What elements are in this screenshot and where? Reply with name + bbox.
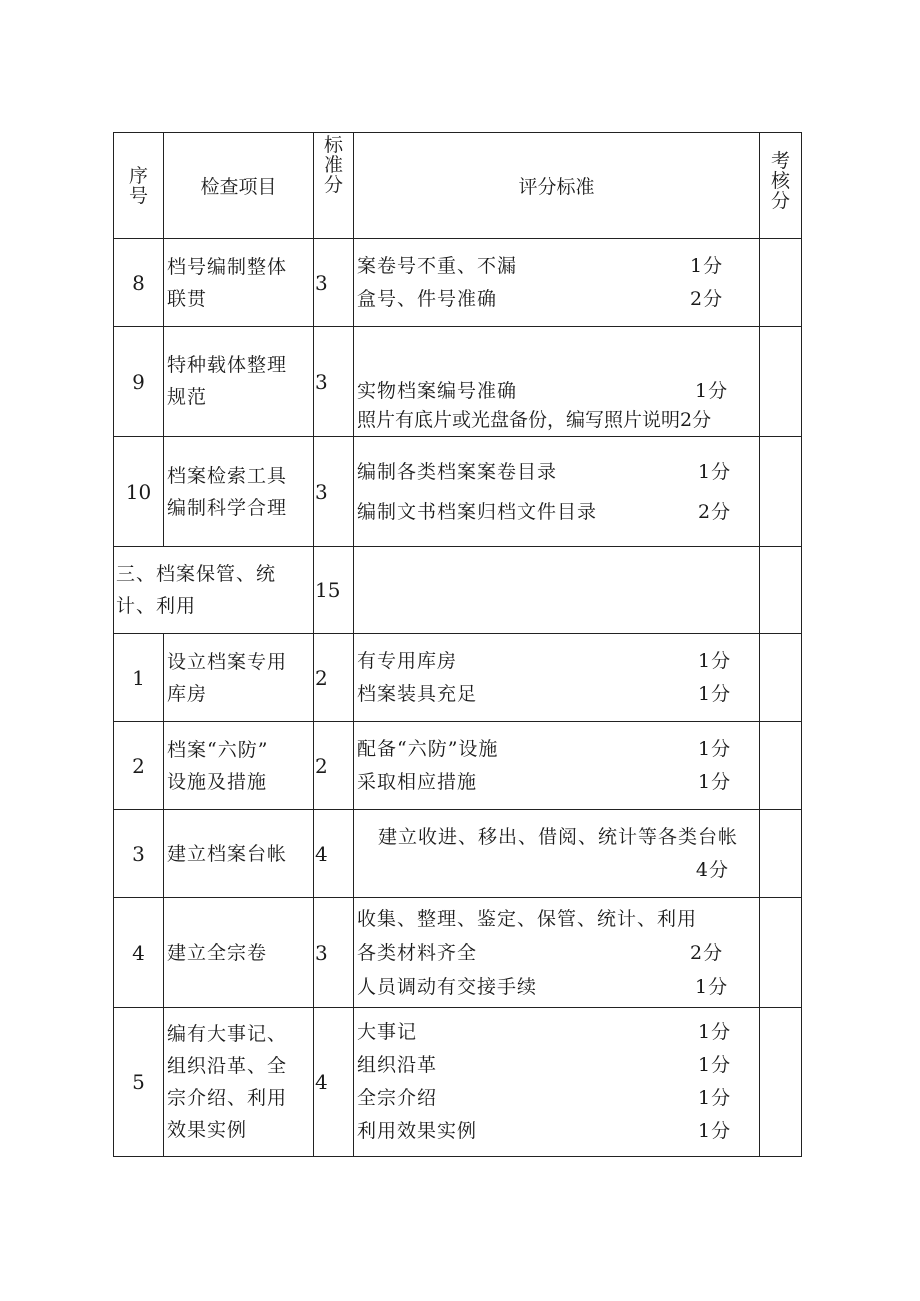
section-score — [760, 547, 802, 634]
row-criteria: 实物档案编号准确 1分 照片有底片或光盘备份，编写照片说明2分 — [354, 327, 760, 437]
row-criteria: 建立收进、移出、借阅、统计等各类台帐 4分 — [354, 810, 760, 898]
table-row — [114, 437, 802, 547]
row-seq: 5 — [114, 1008, 164, 1157]
header-standard: 标 准 分 — [314, 133, 354, 239]
row-item: 建立档案台帐 — [164, 810, 314, 898]
row-criteria: 案卷号不重、不漏 1分 盒号、件号准确 2分 — [354, 239, 760, 327]
section-row — [114, 547, 802, 634]
header-row — [114, 133, 802, 239]
section-standard: 15 — [314, 547, 354, 634]
table-row — [114, 810, 802, 898]
row-standard: 3 — [314, 239, 354, 327]
header-seq: 序 号 — [114, 133, 164, 239]
row-criteria: 大事记 1分 组织沿革 1分 全宗介绍 1分 利用效果实例 1分 — [354, 1008, 760, 1157]
row-item: 设立档案专用 库房 — [164, 634, 314, 722]
row-criteria: 有专用库房 1分 档案装具充足 1分 — [354, 634, 760, 722]
table-row — [114, 239, 802, 327]
row-seq: 1 — [114, 634, 164, 722]
row-item: 编有大事记、 组织沿革、全 宗介绍、利用 效果实例 — [164, 1008, 314, 1157]
table-row — [114, 722, 802, 810]
assessment-table — [113, 132, 802, 1157]
row-item: 档案检索工具 编制科学合理 — [164, 437, 314, 547]
row-seq: 8 — [114, 239, 164, 327]
row-score — [760, 1008, 802, 1157]
row-score — [760, 634, 802, 722]
header-item: 检查项目 — [164, 133, 314, 239]
row-seq: 10 — [114, 437, 164, 547]
row-standard: 4 — [314, 810, 354, 898]
row-score — [760, 239, 802, 327]
table-row — [114, 327, 802, 437]
row-standard: 2 — [314, 722, 354, 810]
section-title: 三、档案保管、统 计、利用 — [114, 547, 314, 634]
row-standard: 3 — [314, 437, 354, 547]
row-standard: 2 — [314, 634, 354, 722]
row-seq: 3 — [114, 810, 164, 898]
row-standard: 4 — [314, 1008, 354, 1157]
header-criteria: 评分标准 — [354, 133, 760, 239]
table-row — [114, 898, 802, 1008]
row-item: 建立全宗卷 — [164, 898, 314, 1008]
row-standard: 3 — [314, 327, 354, 437]
row-seq: 4 — [114, 898, 164, 1008]
table-row — [114, 634, 802, 722]
row-seq: 9 — [114, 327, 164, 437]
row-seq: 2 — [114, 722, 164, 810]
header-score: 考 核 分 — [760, 133, 802, 239]
row-criteria: 收集、整理、鉴定、保管、统计、利用 各类材料齐全 2分 人员调动有交接手续 1分 — [354, 898, 760, 1008]
row-score — [760, 327, 802, 437]
row-criteria: 配备“六防”设施 1分 采取相应措施 1分 — [354, 722, 760, 810]
row-criteria: 编制各类档案案卷目录 1分 编制文书档案归档文件目录 2分 — [354, 437, 760, 547]
row-score — [760, 437, 802, 547]
row-score — [760, 810, 802, 898]
row-item: 特种载体整理 规范 — [164, 327, 314, 437]
row-score — [760, 898, 802, 1008]
row-score — [760, 722, 802, 810]
section-criteria — [354, 547, 760, 634]
row-item: 档号编制整体 联贯 — [164, 239, 314, 327]
row-item: 档案“六防” 设施及措施 — [164, 722, 314, 810]
table-row — [114, 1008, 802, 1157]
row-standard: 3 — [314, 898, 354, 1008]
